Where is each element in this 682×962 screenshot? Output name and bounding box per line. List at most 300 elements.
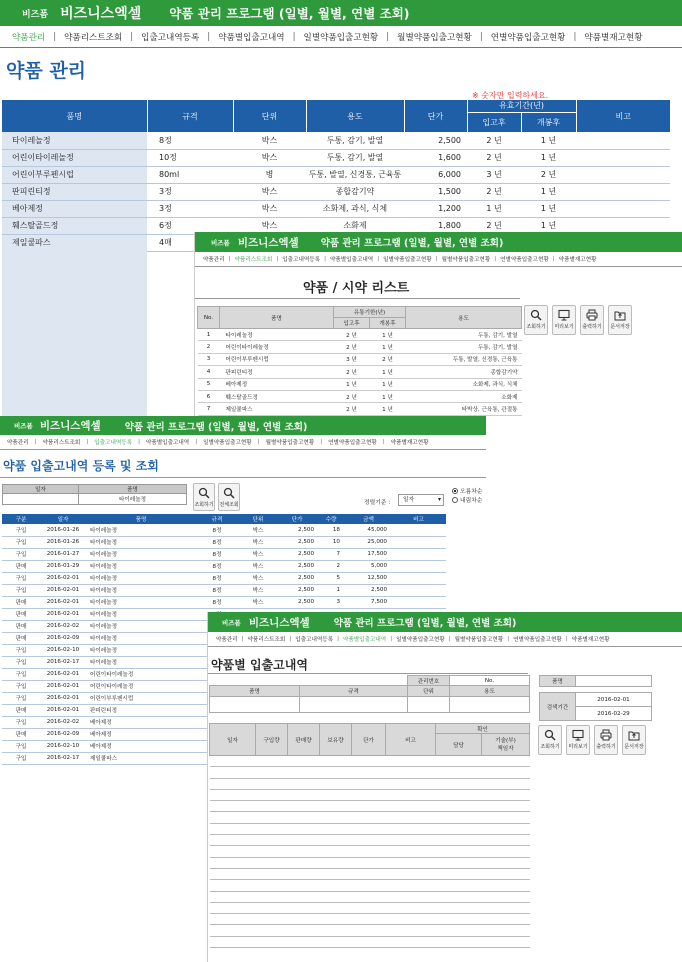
nav-item-8[interactable]: 약품별재고현황 bbox=[390, 440, 429, 446]
empty-cell[interactable] bbox=[288, 880, 320, 891]
nav-item-1[interactable]: 약품관리 bbox=[7, 440, 29, 446]
cell-date: 2016-02-01 bbox=[40, 704, 86, 716]
empty-cell[interactable] bbox=[256, 756, 288, 767]
nav-item-3[interactable]: 입출고내역등록 bbox=[295, 637, 334, 643]
cell-price: 1,500 bbox=[404, 183, 467, 200]
empty-cell[interactable] bbox=[320, 823, 352, 834]
empty-cell[interactable] bbox=[288, 914, 320, 925]
empty-cell[interactable] bbox=[386, 823, 436, 834]
empty-cell[interactable] bbox=[352, 936, 386, 947]
empty-cell[interactable] bbox=[352, 778, 386, 789]
empty-cell[interactable] bbox=[256, 857, 288, 868]
cell-spec: 8정 bbox=[196, 560, 238, 572]
button-label: 미리보기 bbox=[568, 744, 588, 750]
side-name-label: 품명 bbox=[540, 676, 576, 687]
empty-cell[interactable] bbox=[210, 756, 256, 767]
cell-price: 2,500 bbox=[278, 536, 316, 548]
button-label: 전체조회 bbox=[219, 502, 239, 508]
empty-cell[interactable] bbox=[210, 880, 256, 891]
cell-before: 2 년 bbox=[334, 329, 370, 341]
filter-date-input[interactable] bbox=[3, 494, 79, 505]
empty-cell[interactable] bbox=[210, 857, 256, 868]
empty-cell[interactable] bbox=[436, 902, 482, 913]
empty-cell[interactable] bbox=[436, 891, 482, 902]
empty-cell[interactable] bbox=[288, 801, 320, 812]
empty-cell[interactable] bbox=[386, 756, 436, 767]
empty-row bbox=[210, 801, 530, 812]
empty-cell[interactable] bbox=[436, 756, 482, 767]
cell-before: 2 년 bbox=[467, 217, 521, 234]
nav-item-7[interactable]: 연별약품입출고현황 bbox=[500, 257, 549, 263]
empty-cell[interactable] bbox=[256, 846, 288, 857]
empty-cell[interactable] bbox=[352, 756, 386, 767]
nav-item-2[interactable]: 약품리스트조회 bbox=[64, 32, 123, 43]
cell-before: 2 년 bbox=[334, 341, 370, 353]
cell-no: 1 bbox=[198, 329, 220, 341]
cell-use: 종합감기약 bbox=[406, 366, 522, 378]
empty-cell[interactable] bbox=[320, 891, 352, 902]
nav-item-2[interactable]: 약품리스트조회 bbox=[42, 440, 81, 446]
cell-type: 판매 bbox=[2, 728, 40, 740]
empty-cell[interactable] bbox=[210, 902, 256, 913]
nav-item-4[interactable]: 약품별입출고내역 bbox=[218, 32, 285, 43]
empty-cell[interactable] bbox=[352, 835, 386, 846]
cell-use: 두통, 발열, 신경통, 근육통 bbox=[406, 353, 522, 365]
col-note: 비고 bbox=[386, 724, 436, 756]
io-row bbox=[2, 584, 446, 596]
brand-small: 비즈폼 bbox=[22, 9, 49, 20]
sort-asc-radio[interactable] bbox=[452, 486, 482, 495]
empty-cell[interactable] bbox=[256, 767, 288, 778]
cell-use: 타박상, 근육통, 관절통 bbox=[406, 403, 522, 415]
cell-before: 2 년 bbox=[467, 183, 521, 200]
empty-cell[interactable] bbox=[352, 846, 386, 857]
empty-cell[interactable] bbox=[482, 835, 530, 846]
nav-separator: | bbox=[320, 439, 323, 445]
empty-cell[interactable] bbox=[256, 812, 288, 823]
empty-cell[interactable] bbox=[482, 891, 530, 902]
empty-cell[interactable] bbox=[352, 789, 386, 800]
empty-cell[interactable] bbox=[210, 801, 256, 812]
view-button[interactable] bbox=[524, 305, 548, 335]
empty-cell[interactable] bbox=[320, 857, 352, 868]
empty-cell[interactable] bbox=[352, 823, 386, 834]
save-doc-button[interactable] bbox=[608, 305, 632, 335]
empty-cell[interactable] bbox=[352, 891, 386, 902]
list-row bbox=[198, 378, 522, 390]
empty-cell[interactable] bbox=[352, 914, 386, 925]
brand-small: 비즈폼 bbox=[14, 422, 33, 430]
empty-cell[interactable] bbox=[256, 778, 288, 789]
cell-date: 2016-01-26 bbox=[40, 536, 86, 548]
table-row bbox=[2, 166, 670, 183]
nav-item-6[interactable]: 월별약품입출고현황 bbox=[441, 257, 491, 263]
cell-spec: 4매 bbox=[147, 234, 233, 251]
empty-cell[interactable] bbox=[436, 880, 482, 891]
empty-cell[interactable] bbox=[320, 880, 352, 891]
empty-cell[interactable] bbox=[288, 936, 320, 947]
empty-cell[interactable] bbox=[256, 789, 288, 800]
print-button[interactable] bbox=[580, 305, 604, 335]
empty-cell[interactable] bbox=[352, 801, 386, 812]
cell-type: 구입 bbox=[2, 692, 40, 704]
spec-name-cell[interactable] bbox=[210, 697, 300, 713]
empty-cell[interactable] bbox=[482, 778, 530, 789]
empty-cell[interactable] bbox=[320, 756, 352, 767]
empty-cell[interactable] bbox=[436, 936, 482, 947]
printer-icon bbox=[600, 729, 612, 741]
empty-cell[interactable] bbox=[210, 925, 256, 936]
empty-cell[interactable] bbox=[482, 756, 530, 767]
list-table bbox=[197, 306, 522, 416]
empty-cell[interactable] bbox=[436, 789, 482, 800]
nav-separator: | bbox=[565, 636, 568, 642]
nav-separator: | bbox=[390, 636, 393, 642]
preview-button[interactable] bbox=[566, 725, 590, 755]
empty-cell[interactable] bbox=[320, 801, 352, 812]
mgmt-no-value: No. bbox=[450, 676, 530, 686]
empty-cell[interactable] bbox=[386, 914, 436, 925]
col-confirm: 확인 bbox=[436, 724, 530, 734]
empty-cell[interactable] bbox=[482, 936, 530, 947]
empty-cell[interactable] bbox=[210, 914, 256, 925]
empty-cell[interactable] bbox=[352, 812, 386, 823]
empty-cell[interactable] bbox=[436, 846, 482, 857]
io-row bbox=[2, 596, 446, 608]
empty-cell[interactable] bbox=[256, 902, 288, 913]
empty-cell[interactable] bbox=[436, 778, 482, 789]
nav-item-5[interactable]: 일별약품입출고현황 bbox=[383, 257, 432, 263]
empty-cell[interactable] bbox=[482, 812, 530, 823]
empty-cell[interactable] bbox=[482, 789, 530, 800]
empty-cell[interactable] bbox=[386, 801, 436, 812]
nav-item-4[interactable]: 약품별입출고내역 bbox=[342, 637, 387, 643]
side-period-from[interactable]: 2016-02-01 bbox=[576, 693, 652, 707]
col-validity: 유효기간(년) bbox=[467, 100, 576, 112]
col-name: 품명 bbox=[2, 100, 147, 132]
nav-item-1[interactable]: 약품관리 bbox=[12, 32, 46, 43]
cell-name: 어린이부루펜시럽 bbox=[86, 692, 196, 704]
spec-spec-cell[interactable] bbox=[300, 697, 408, 713]
table-row bbox=[2, 183, 670, 200]
empty-cell[interactable] bbox=[210, 823, 256, 834]
nav-separator: | bbox=[324, 256, 326, 262]
empty-cell[interactable] bbox=[482, 846, 530, 857]
empty-cell[interactable] bbox=[436, 823, 482, 834]
nav-item-2[interactable]: 약품리스트조회 bbox=[234, 257, 273, 263]
sort-desc-radio[interactable] bbox=[452, 495, 482, 504]
empty-cell[interactable] bbox=[288, 756, 320, 767]
cell-qty: 18 bbox=[316, 524, 346, 536]
cell-unit: 박스 bbox=[238, 560, 278, 572]
nav-item-3[interactable]: 입출고내역등록 bbox=[282, 257, 321, 263]
empty-cell[interactable] bbox=[386, 857, 436, 868]
empty-cell[interactable] bbox=[386, 936, 436, 947]
empty-cell[interactable] bbox=[256, 891, 288, 902]
table-row bbox=[2, 200, 670, 217]
empty-cell[interactable] bbox=[210, 812, 256, 823]
filter-name-label: 품명 bbox=[79, 485, 187, 494]
col-stock: 보유량 bbox=[320, 724, 352, 756]
empty-cell[interactable] bbox=[210, 767, 256, 778]
col-after: 개봉후 bbox=[370, 318, 406, 329]
nav-item-8[interactable]: 약품별재고현황 bbox=[558, 257, 597, 263]
nav-item-7[interactable]: 연별약품입출고현황 bbox=[328, 440, 377, 446]
empty-cell[interactable] bbox=[436, 801, 482, 812]
nav-item-6[interactable]: 월별약품입출고현황 bbox=[397, 32, 472, 43]
brand-logo: 비즈니스엑셀 bbox=[60, 6, 142, 22]
button-label: 조회하기 bbox=[526, 324, 546, 330]
empty-cell[interactable] bbox=[256, 925, 288, 936]
cell-name: 판피린티정 bbox=[86, 704, 196, 716]
empty-cell[interactable] bbox=[482, 868, 530, 879]
empty-row bbox=[210, 789, 530, 800]
cell-name: 타이레놀정 bbox=[86, 596, 196, 608]
empty-cell[interactable] bbox=[288, 902, 320, 913]
empty-cell[interactable] bbox=[386, 789, 436, 800]
io-col-9: 비고 bbox=[413, 517, 424, 523]
empty-cell[interactable] bbox=[320, 914, 352, 925]
sort-asc-label: 오름차순 bbox=[460, 489, 483, 495]
empty-cell[interactable] bbox=[386, 880, 436, 891]
cell-amount: 2,500 bbox=[346, 584, 391, 596]
nav-item-4[interactable]: 약품별입출고내역 bbox=[329, 257, 374, 263]
empty-cell[interactable] bbox=[320, 902, 352, 913]
cell-spec: 8정 bbox=[196, 548, 238, 560]
cell-type: 구입 bbox=[2, 680, 40, 692]
view-all-button[interactable] bbox=[218, 483, 240, 511]
nav-item-5[interactable]: 일별약품입출고현황 bbox=[303, 32, 379, 43]
nav-item-1[interactable]: 약품관리 bbox=[216, 637, 238, 643]
empty-cell[interactable] bbox=[436, 857, 482, 868]
io-col-2: 일자 bbox=[57, 517, 69, 523]
nav-item-8[interactable]: 약품별재고현황 bbox=[571, 637, 610, 643]
empty-cell[interactable] bbox=[320, 778, 352, 789]
cell-name: 제일쿨파스 bbox=[86, 752, 196, 764]
cell-after: 1 년 bbox=[370, 403, 406, 415]
col-note: 비고 bbox=[615, 111, 631, 121]
empty-cell[interactable] bbox=[210, 835, 256, 846]
empty-cell[interactable] bbox=[288, 846, 320, 857]
empty-cell[interactable] bbox=[288, 823, 320, 834]
empty-cell[interactable] bbox=[320, 812, 352, 823]
nav-item-6[interactable]: 월별약품입출고현황 bbox=[454, 637, 504, 643]
empty-cell[interactable] bbox=[386, 767, 436, 778]
empty-cell[interactable] bbox=[320, 835, 352, 846]
nav-item-7[interactable]: 연별약품입출고현황 bbox=[513, 637, 562, 643]
cell-name: 제일쿨파스 bbox=[2, 234, 147, 251]
cell-note bbox=[576, 149, 670, 166]
empty-cell[interactable] bbox=[482, 880, 530, 891]
cell-type: 구입 bbox=[2, 668, 40, 680]
empty-cell[interactable] bbox=[352, 857, 386, 868]
cell-use: 두통, 감기, 발열 bbox=[406, 329, 522, 341]
empty-cell[interactable] bbox=[288, 812, 320, 823]
side-period-to[interactable]: 2016-02-29 bbox=[576, 707, 652, 721]
cell-type: 구입 bbox=[2, 536, 40, 548]
empty-cell[interactable] bbox=[352, 767, 386, 778]
cell-type: 구입 bbox=[2, 548, 40, 560]
side-name-input[interactable] bbox=[576, 676, 652, 687]
radio-checked-icon bbox=[452, 488, 458, 494]
nav-item-7[interactable]: 연별약품입출고현황 bbox=[490, 32, 566, 43]
empty-cell[interactable] bbox=[436, 835, 482, 846]
nav-separator: | bbox=[382, 439, 385, 445]
empty-cell[interactable] bbox=[320, 846, 352, 857]
nav-separator: | bbox=[435, 256, 438, 262]
search-icon bbox=[544, 729, 556, 741]
empty-cell[interactable] bbox=[320, 789, 352, 800]
monitor-icon bbox=[558, 309, 570, 321]
empty-cell[interactable] bbox=[352, 925, 386, 936]
nav-item-4[interactable]: 약품별입출고내역 bbox=[145, 440, 190, 446]
cell-after: 2 년 bbox=[521, 166, 576, 183]
empty-row bbox=[210, 778, 530, 789]
spec-col-1: 품명 bbox=[210, 686, 300, 697]
empty-cell[interactable] bbox=[256, 914, 288, 925]
nav-item-3[interactable]: 입출고내역등록 bbox=[94, 440, 133, 446]
empty-row bbox=[210, 914, 530, 925]
empty-cell[interactable] bbox=[352, 868, 386, 879]
cell-spec: 3정 bbox=[147, 183, 233, 200]
nav-item-1[interactable]: 약품관리 bbox=[203, 257, 225, 263]
empty-cell[interactable] bbox=[482, 914, 530, 925]
cell-name: 어린이부루펜시럽 bbox=[2, 166, 147, 183]
empty-cell[interactable] bbox=[436, 868, 482, 879]
empty-cell[interactable] bbox=[436, 925, 482, 936]
cell-after: 1 년 bbox=[370, 378, 406, 390]
cell-name: 어린이타이레놀정 bbox=[86, 680, 196, 692]
empty-cell[interactable] bbox=[386, 925, 436, 936]
preview-button[interactable] bbox=[552, 305, 576, 335]
empty-cell[interactable] bbox=[210, 789, 256, 800]
empty-cell[interactable] bbox=[210, 778, 256, 789]
nav-item-2[interactable]: 약품리스트조회 bbox=[247, 637, 286, 643]
empty-cell[interactable] bbox=[320, 767, 352, 778]
empty-cell[interactable] bbox=[482, 801, 530, 812]
empty-cell[interactable] bbox=[288, 925, 320, 936]
empty-cell[interactable] bbox=[256, 880, 288, 891]
empty-row bbox=[210, 902, 530, 913]
nav-item-3[interactable]: 입출고내역등록 bbox=[141, 32, 200, 43]
col-tech-lead: 기술(부) 책임자 bbox=[482, 734, 530, 756]
empty-cell[interactable] bbox=[320, 936, 352, 947]
empty-cell[interactable] bbox=[288, 857, 320, 868]
empty-cell[interactable] bbox=[436, 914, 482, 925]
empty-cell[interactable] bbox=[210, 891, 256, 902]
cell-date: 2016-02-01 bbox=[40, 608, 86, 620]
page-title: 약품 관리 bbox=[6, 60, 87, 82]
cell-amount: 5,000 bbox=[346, 560, 391, 572]
io-col-6: 단가 bbox=[291, 517, 303, 523]
list-toolbar bbox=[524, 305, 632, 335]
empty-cell[interactable] bbox=[482, 925, 530, 936]
empty-cell[interactable] bbox=[256, 801, 288, 812]
cell-name: 타이레놀정 bbox=[2, 132, 147, 149]
empty-cell[interactable] bbox=[386, 778, 436, 789]
filter-name-input[interactable]: 타이레놀정 bbox=[79, 494, 187, 505]
col-manager: 담당 bbox=[436, 734, 482, 756]
empty-cell[interactable] bbox=[256, 835, 288, 846]
empty-cell[interactable] bbox=[386, 835, 436, 846]
empty-cell[interactable] bbox=[210, 868, 256, 879]
empty-cell[interactable] bbox=[288, 778, 320, 789]
empty-cell[interactable] bbox=[482, 767, 530, 778]
empty-cell[interactable] bbox=[482, 857, 530, 868]
empty-cell[interactable] bbox=[256, 868, 288, 879]
empty-cell[interactable] bbox=[386, 846, 436, 857]
empty-cell[interactable] bbox=[210, 846, 256, 857]
empty-cell[interactable] bbox=[352, 880, 386, 891]
sort-select[interactable] bbox=[398, 494, 444, 506]
cell-date: 2016-01-29 bbox=[40, 560, 86, 572]
io-toolbar bbox=[193, 483, 240, 511]
empty-cell[interactable] bbox=[482, 902, 530, 913]
empty-cell[interactable] bbox=[320, 925, 352, 936]
cell-date: 2016-02-10 bbox=[40, 740, 86, 752]
empty-cell[interactable] bbox=[288, 767, 320, 778]
nav-item-6[interactable]: 월별약품입출고현황 bbox=[265, 440, 315, 446]
nav-separator: | bbox=[34, 439, 37, 445]
col-use: 용도 bbox=[306, 100, 404, 132]
view-button[interactable] bbox=[538, 725, 562, 755]
empty-cell[interactable] bbox=[256, 936, 288, 947]
cell-amount: 7,500 bbox=[346, 596, 391, 608]
empty-cell[interactable] bbox=[386, 902, 436, 913]
spec-unit-cell[interactable] bbox=[408, 697, 450, 713]
empty-cell[interactable] bbox=[288, 868, 320, 879]
empty-cell[interactable] bbox=[320, 868, 352, 879]
empty-cell[interactable] bbox=[288, 891, 320, 902]
empty-cell[interactable] bbox=[436, 767, 482, 778]
io-row bbox=[2, 524, 446, 536]
save-icon bbox=[628, 729, 640, 741]
cell-spec: 8정 bbox=[147, 132, 233, 149]
item-search-side bbox=[539, 675, 652, 721]
empty-cell[interactable] bbox=[352, 902, 386, 913]
nav-item-5[interactable]: 일별약품입출고현황 bbox=[396, 637, 445, 643]
cell-type: 구입 bbox=[2, 584, 40, 596]
col-spec: 규격 bbox=[147, 100, 233, 132]
nav-item-8[interactable]: 약품별재고현황 bbox=[584, 32, 643, 43]
cell-name: 타이레놀정 bbox=[86, 632, 196, 644]
col-bought: 구입량 bbox=[256, 724, 288, 756]
empty-cell[interactable] bbox=[210, 936, 256, 947]
empty-cell[interactable] bbox=[386, 868, 436, 879]
cell-use: 소화제, 과식, 식체 bbox=[306, 200, 404, 217]
cell-unit: 박스 bbox=[238, 548, 278, 560]
empty-cell[interactable] bbox=[386, 812, 436, 823]
io-col-7: 수량 bbox=[325, 517, 337, 523]
cell-name: 제일쿨파스 bbox=[220, 403, 334, 415]
empty-cell[interactable] bbox=[288, 835, 320, 846]
cell-before: 2 년 bbox=[334, 403, 370, 415]
nav-item-5[interactable]: 일별약품입출고현황 bbox=[203, 440, 252, 446]
empty-cell[interactable] bbox=[386, 891, 436, 902]
view-button[interactable] bbox=[193, 483, 215, 511]
empty-cell[interactable] bbox=[436, 812, 482, 823]
empty-row bbox=[210, 756, 530, 767]
cell-before: 2 년 bbox=[467, 132, 521, 149]
cell-before: 2 년 bbox=[467, 149, 521, 166]
save-doc-button[interactable] bbox=[622, 725, 646, 755]
cell-spec: 8정 bbox=[196, 596, 238, 608]
empty-cell[interactable] bbox=[288, 789, 320, 800]
spec-use-cell[interactable] bbox=[450, 697, 530, 713]
empty-cell[interactable] bbox=[256, 823, 288, 834]
empty-cell[interactable] bbox=[482, 823, 530, 834]
print-button[interactable] bbox=[594, 725, 618, 755]
